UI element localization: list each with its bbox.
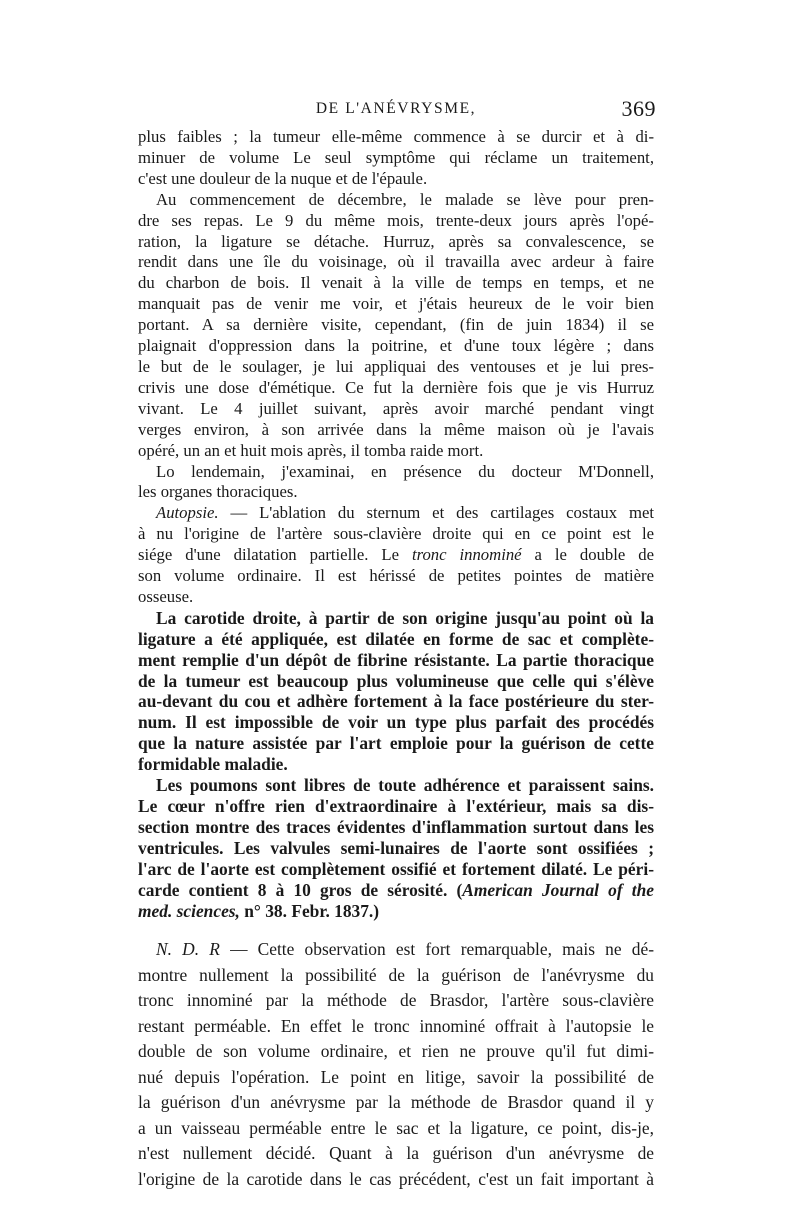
autopsie-lead: Autopsie. — [156, 503, 219, 523]
text-line: vivant. Le 4 juillet suivant, après avoir marché pendant vingt — [138, 398, 654, 418]
text-line: Le cœur n'offre rien d'extraordinaire à l'extérieur, mais sa dis- — [138, 796, 654, 816]
running-head — [138, 96, 656, 126]
body-text — [138, 127, 654, 1192]
text-line — [138, 901, 654, 922]
text-line: à nu l'origine de l'artère sous-clavière droite qui en ce point est le — [138, 524, 654, 544]
text-line: plaignait d'oppression dans la poitrine, et d'une toux légère ; dans — [138, 336, 654, 356]
text-line: verges environ, à son arrivée dans la même maison où je l'avais — [138, 419, 654, 439]
text-line — [138, 937, 654, 963]
text-line: nué depuis l'opération. Le point en litige, savoir la possibilité de — [138, 1066, 654, 1087]
text-line: a un vaisseau perméable entre le sac et la ligature, ce point, dis-je, — [138, 1117, 654, 1138]
text-line: num. Il est impossible de voir un type plus parfait des procédés — [138, 712, 654, 733]
text-line: ration, la ligature se détache. Hurruz, après sa convalescence, se — [138, 231, 654, 251]
text-line — [138, 503, 654, 524]
text-line: section montre des traces évidentes d'inflammation surtout dans les — [138, 816, 654, 837]
text-line: l'arc de l'aorte est complètement ossifié et fortement dilaté. Le péri- — [138, 858, 654, 879]
text-line: dre ses repas. Le 9 du même mois, trente-deux jours après l'opé- — [138, 210, 654, 230]
page-number: 369 — [621, 96, 656, 121]
text-line: Les poumons sont libres de toute adhérence et paraissent sains. — [156, 775, 654, 796]
text-segment: a le double de — [534, 545, 655, 565]
text-line: l'origine de la carotide dans le cas précédent, c'est un fait important à — [138, 1168, 654, 1189]
text-line — [138, 545, 654, 566]
text-segment: siége d'une dilatation partielle. Le — [138, 545, 399, 565]
text-line: les organes thoraciques. — [138, 482, 298, 502]
tronc-innomine-italic: tronc innominé — [411, 545, 522, 565]
paragraph-editor-note — [138, 937, 654, 1192]
text-line: ment remplie d'un dépôt de fibrine résistante. La partie thoracique — [138, 649, 654, 670]
text-line: manquait pas de venir me voir, et j'étais heureux de le voir bien — [138, 294, 654, 314]
text-line: portant. A sa dernière visite, cependant, (fin de juin 1834) il se — [138, 315, 654, 335]
text-line: c'est une douleur de la nuque et de l'épaule. — [138, 168, 428, 188]
text-segment: — Cette observation est fort remarquable, mais ne dé- — [230, 939, 654, 960]
text-line: plus faibles ; la tumeur elle-même commence à se durcir et à di- — [138, 127, 654, 146]
paragraph-autopsie — [138, 503, 654, 608]
paragraph-continuation — [138, 127, 654, 190]
text-line: La carotide droite, à partir de son origine jusqu'au point où la — [156, 607, 654, 628]
text-line: minuer de volume Le seul symptôme qui réclame un traitement, — [138, 147, 654, 167]
text-line: montre nullement la possibilité de la guérison de l'anévrysme du — [138, 964, 654, 985]
citation-journal: American Journal of the — [462, 879, 655, 900]
text-line: du charbon de bois. Il venait à la ville de temps en temps, et ne — [138, 273, 654, 293]
text-line: que la nature assistée par l'art emploie pour la guérison de cette — [138, 733, 654, 754]
text-line: tronc innominé par la méthode de Brasdor, l'artère sous-clavière — [138, 990, 654, 1011]
citation-journal-cont: med. sciences, — [138, 900, 240, 921]
text-line: osseuse. — [138, 586, 194, 606]
citation-number: n° 38. Febr. 1837.) — [244, 900, 380, 921]
text-line: ligature a été appliquée, est dilatée en forme de sac et complète- — [138, 628, 654, 649]
paragraph-carotide — [138, 608, 654, 775]
text-line: la guérison d'un anévrysme par la méthode de Brasdor quand il y — [138, 1092, 654, 1113]
text-line: son volume ordinaire. Il est hérissé de petites pointes de matière — [138, 566, 654, 586]
text-line: n'est nullement décidé. Quant à la guérison d'un anévrysme de — [138, 1143, 654, 1164]
text-line: crivis une dose d'émétique. Ce fut la dernière fois que je vis Hurruz — [138, 377, 654, 397]
text-line: Au commencement de décembre, le malade se lève pour pren- — [156, 189, 654, 209]
text-line: opéré, un an et huit mois après, il tomba raide mort. — [138, 440, 484, 460]
text-line — [138, 880, 654, 901]
text-segment: — L'ablation du sternum et des cartilages costaux met — [230, 503, 654, 523]
text-line: le but de le soulager, je lui appliquai des ventouses et je lui pres- — [138, 356, 654, 376]
paragraph-december — [138, 190, 654, 462]
text-line: Lo lendemain, j'examinai, en présence du docteur M'Donnell, — [156, 461, 654, 481]
text-line: restant perméable. En effet le tronc innominé offrait à l'autopsie le — [138, 1015, 654, 1036]
text-segment: carde contient 8 à 10 gros de sérosité. ( — [138, 879, 463, 900]
text-line: rendit dans une île du voisinage, où il travailla avec ardeur à faire — [138, 252, 654, 272]
running-title: DE L'ANÉVRYSME, — [315, 100, 477, 117]
text-line: ventricules. Les valvules semi-lunaires de l'aorte sont ossifiées ; — [138, 837, 654, 858]
paragraph-lendemain — [138, 462, 654, 504]
paragraph-poumons — [138, 775, 654, 921]
text-line: double de son volume ordinaire, et rien ne prouve qu'il fut dimi- — [138, 1041, 654, 1062]
ndr-lead: N. D. R — [156, 939, 220, 960]
text-line: formidable maladie. — [138, 754, 288, 775]
text-line: au-devant du cou et adhère fortement à la face postérieure du ster- — [138, 691, 654, 712]
text-line: de la tumeur est beaucoup plus volumineuse que celle qui s'élève — [138, 670, 654, 691]
